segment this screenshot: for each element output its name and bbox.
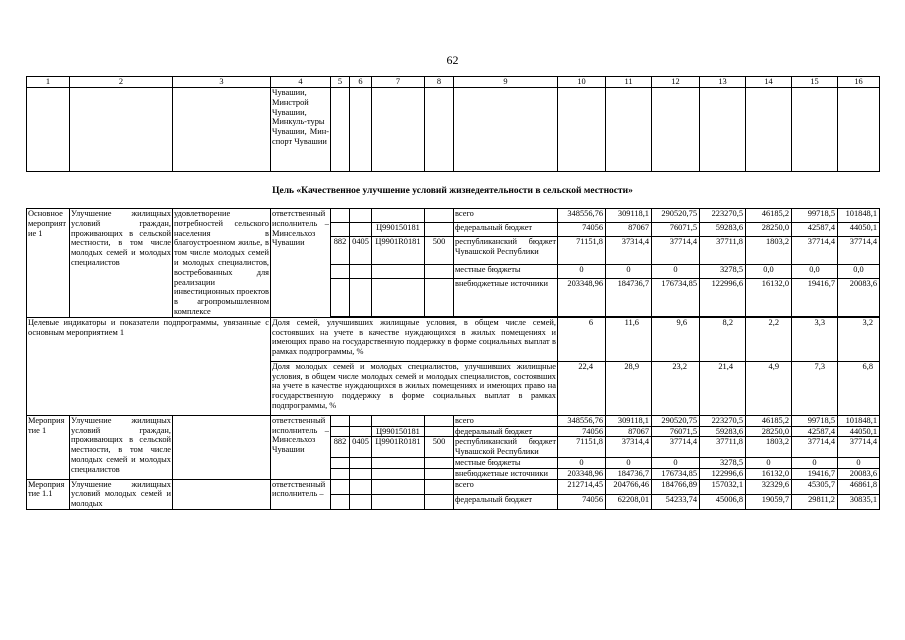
activity-name: Улучшение жилищных условий молодых семей и молодых — [71, 479, 171, 509]
value-cell: 37714,4 — [652, 237, 700, 264]
table-row — [27, 415, 880, 426]
value-cell: 3,2 — [838, 317, 880, 361]
value-cell: 176734,85 — [652, 468, 700, 479]
value-cell: 0 — [606, 264, 652, 278]
value-cell: 37714,4 — [792, 437, 838, 458]
funding-source: местные бюджеты — [454, 264, 558, 278]
funding-source: федеральный бюджет — [454, 494, 558, 509]
value-cell: 74056 — [558, 426, 606, 437]
value-cell: 212714,45 — [558, 479, 606, 494]
funding-source: внебюджетные источники — [454, 278, 558, 316]
value-cell: 101848,1 — [838, 415, 880, 426]
value-cell: 204766,46 — [606, 479, 652, 494]
value-cell: 184736,7 — [606, 278, 652, 316]
value-cell: 122996,6 — [700, 468, 746, 479]
col-header: 7 — [372, 77, 425, 88]
page-number: 62 — [446, 53, 459, 67]
expense-type-code: 500 — [425, 237, 454, 264]
value-cell: 0 — [746, 457, 792, 468]
funding-source: всего — [454, 209, 558, 223]
section-code: 0405 — [350, 437, 372, 458]
col-header: 13 — [700, 77, 746, 88]
value-cell: 0,0 — [746, 264, 792, 278]
value-cell: 3278,5 — [700, 264, 746, 278]
value-cell: 37714,4 — [838, 437, 880, 458]
value-cell: 7,3 — [792, 361, 838, 415]
executor: ответственный исполнитель – Минсельхоз Чувашии — [271, 209, 331, 318]
value-cell: 1803,2 — [746, 237, 792, 264]
col-header: 15 — [792, 77, 838, 88]
value-cell: 42587,4 — [792, 223, 838, 237]
value-cell: 0 — [792, 457, 838, 468]
value-cell: 44050,1 — [838, 223, 880, 237]
value-cell: 28,9 — [606, 361, 652, 415]
value-cell: 0,0 — [838, 264, 880, 278]
value-cell: 11,6 — [606, 317, 652, 361]
activity-name: Улучшение жилищных условий граждан, проживающих в сельской местности, в том числе молодых семей и молодых специалистов — [70, 415, 173, 479]
indicator-text: Доля семей, улучшивших жилищные условия, в общем числе семей, состоявших на учете в качестве нуждающихся в жилых помещениях и имеющих право на государственную поддержку в форме социальных выплат в рамках подпрограммы, % — [271, 317, 558, 361]
col-header: 9 — [454, 77, 558, 88]
value-cell: 203348,96 — [558, 278, 606, 316]
value-cell: 223270,5 — [700, 415, 746, 426]
value-cell: 54233,74 — [652, 494, 700, 509]
value-cell: 9,6 — [652, 317, 700, 361]
value-cell: 122996,6 — [700, 278, 746, 316]
value-cell: 6 — [558, 317, 606, 361]
table-row — [27, 479, 880, 494]
funding-source: внебюджетные источники — [454, 468, 558, 479]
value-cell: 21,4 — [700, 361, 746, 415]
value-cell: 37714,4 — [838, 237, 880, 264]
value-cell: 30835,1 — [838, 494, 880, 509]
value-cell: 101848,1 — [838, 209, 880, 223]
funding-source: федеральный бюджет — [454, 223, 558, 237]
col-header: 4 — [271, 77, 331, 88]
value-cell: 3278,5 — [700, 457, 746, 468]
grbs-code: 882 — [331, 437, 350, 458]
value-cell: 37714,4 — [652, 437, 700, 458]
activity-type: Мероприятие 1.1 — [27, 479, 70, 509]
value-cell: 0 — [558, 264, 606, 278]
value-cell: 2,2 — [746, 317, 792, 361]
value-cell: 290520,75 — [652, 209, 700, 223]
expense-type-code: 500 — [425, 437, 454, 458]
col-header: 12 — [652, 77, 700, 88]
value-cell: 290520,75 — [652, 415, 700, 426]
value-cell: 203348,96 — [558, 468, 606, 479]
value-cell: 32329,6 — [746, 479, 792, 494]
value-cell: 348556,76 — [558, 415, 606, 426]
col-header: 3 — [173, 77, 271, 88]
col-header: 10 — [558, 77, 606, 88]
value-cell: 74056 — [558, 223, 606, 237]
table-row — [27, 209, 880, 223]
value-cell: 157032,1 — [700, 479, 746, 494]
expected-result: удовлетворение потребностей сельского населения в благоустроенном жилье, в том числе молодых семей и молодых специалистов, востребованных для реализации инвестиционных проектов в агропромышленном комплексе — [174, 209, 270, 316]
continuation-row — [27, 88, 880, 172]
value-cell: 44050,1 — [838, 426, 880, 437]
value-cell: 45305,7 — [792, 479, 838, 494]
value-cell: 37711,8 — [700, 437, 746, 458]
value-cell: 176734,85 — [652, 278, 700, 316]
value-cell: 37714,4 — [792, 237, 838, 264]
funding-source: местные бюджеты — [454, 457, 558, 468]
table-header — [26, 76, 880, 172]
value-cell: 46185,2 — [746, 209, 792, 223]
col-header: 6 — [350, 77, 372, 88]
value-cell: 4,9 — [746, 361, 792, 415]
col-header: 5 — [331, 77, 350, 88]
value-cell: 16132,0 — [746, 468, 792, 479]
budget-code: Ц9901R0181 — [372, 437, 425, 458]
value-cell: 19416,7 — [792, 278, 838, 316]
value-cell: 23,2 — [652, 361, 700, 415]
value-cell: 0 — [558, 457, 606, 468]
funding-source: федеральный бюджет — [454, 426, 558, 437]
indicator-row — [27, 317, 880, 361]
value-cell: 37711,8 — [700, 237, 746, 264]
value-cell: 184766,89 — [652, 479, 700, 494]
goal-title: Цель «Качественное улучшение условий жизнедеятельности в сельской местности» — [272, 186, 633, 196]
value-cell: 8,2 — [700, 317, 746, 361]
value-cell: 37314,4 — [606, 237, 652, 264]
value-cell: 99718,5 — [792, 415, 838, 426]
value-cell: 46861,8 — [838, 479, 880, 494]
value-cell: 46185,2 — [746, 415, 792, 426]
value-cell: 99718,5 — [792, 209, 838, 223]
budget-code: Ц990150181 — [372, 223, 425, 237]
value-cell: 45006,8 — [700, 494, 746, 509]
grbs-code: 882 — [331, 237, 350, 264]
funding-source: республиканский бюджет Чувашской Республики — [455, 437, 556, 457]
executor: ответственный исполнитель – Минсельхоз Чувашии — [271, 415, 331, 479]
col-header: 16 — [838, 77, 880, 88]
value-cell: 3,3 — [792, 317, 838, 361]
section-code: 0405 — [350, 237, 372, 264]
value-cell: 19059,7 — [746, 494, 792, 509]
value-cell: 28250,0 — [746, 223, 792, 237]
value-cell: 20083,6 — [838, 278, 880, 316]
value-cell: 16132,0 — [746, 278, 792, 316]
value-cell: 223270,5 — [700, 209, 746, 223]
executor-continuation: Чувашии, Минстрой Чувашии, Минкуль-туры Чувашии, Мин-спорт Чувашии — [271, 88, 331, 172]
col-header: 8 — [425, 77, 454, 88]
value-cell: 0 — [838, 457, 880, 468]
indicator-text: Доля молодых семей и молодых специалистов, улучшивших жилищные условия, в общем числе молодых семей и молодых специалистов, состоявших на учете в качестве нуждающихся в жилых помещениях и имеющих право на государственную поддержку в форме социальных выплат в рамках подпрограммы, % — [271, 361, 558, 415]
col-header: 14 — [746, 77, 792, 88]
value-cell: 309118,1 — [606, 415, 652, 426]
value-cell: 71151,8 — [558, 237, 606, 264]
value-cell: 6,8 — [838, 361, 880, 415]
value-cell: 0,0 — [792, 264, 838, 278]
value-cell: 74056 — [558, 494, 606, 509]
value-cell: 22,4 — [558, 361, 606, 415]
value-cell: 1803,2 — [746, 437, 792, 458]
activity-name: Улучшение жилищных условий граждан, проживающих в сельской местности, в том числе молодых семей и молодых специалистов — [70, 209, 173, 318]
value-cell: 20083,6 — [838, 468, 880, 479]
funding-source: республиканский бюджет Чувашской Республики — [454, 237, 558, 264]
value-cell: 0 — [652, 264, 700, 278]
value-cell: 42587,4 — [792, 426, 838, 437]
value-cell: 59283,6 — [700, 223, 746, 237]
value-cell: 62208,01 — [606, 494, 652, 509]
header-row — [27, 77, 880, 88]
value-cell: 37314,4 — [606, 437, 652, 458]
value-cell: 76071,5 — [652, 223, 700, 237]
indicators-label: Целевые индикаторы и показатели подпрограммы, увязанные с основным мероприятием 1 — [27, 317, 271, 415]
program-table — [26, 208, 880, 510]
value-cell: 59283,6 — [700, 426, 746, 437]
value-cell: 309118,1 — [606, 209, 652, 223]
value-cell: 184736,7 — [606, 468, 652, 479]
col-header: 1 — [27, 77, 70, 88]
value-cell: 87067 — [606, 426, 652, 437]
executor: ответственный исполнитель – — [271, 479, 331, 509]
value-cell: 28250,0 — [746, 426, 792, 437]
col-header: 11 — [606, 77, 652, 88]
col-header: 2 — [70, 77, 173, 88]
funding-source: всего — [454, 415, 558, 426]
value-cell: 0 — [652, 457, 700, 468]
budget-code: Ц9901R0181 — [372, 237, 425, 264]
value-cell: 29811,2 — [792, 494, 838, 509]
value-cell: 0 — [606, 457, 652, 468]
activity-type: Мероприятие 1 — [27, 415, 70, 479]
value-cell: 76071,5 — [652, 426, 700, 437]
activity-type: Основное мероприятие 1 — [27, 209, 70, 318]
value-cell: 19416,7 — [792, 468, 838, 479]
funding-source: всего — [454, 479, 558, 494]
value-cell: 71151,8 — [558, 437, 606, 458]
value-cell: 87067 — [606, 223, 652, 237]
value-cell: 348556,76 — [558, 209, 606, 223]
budget-code: Ц990150181 — [372, 426, 425, 437]
